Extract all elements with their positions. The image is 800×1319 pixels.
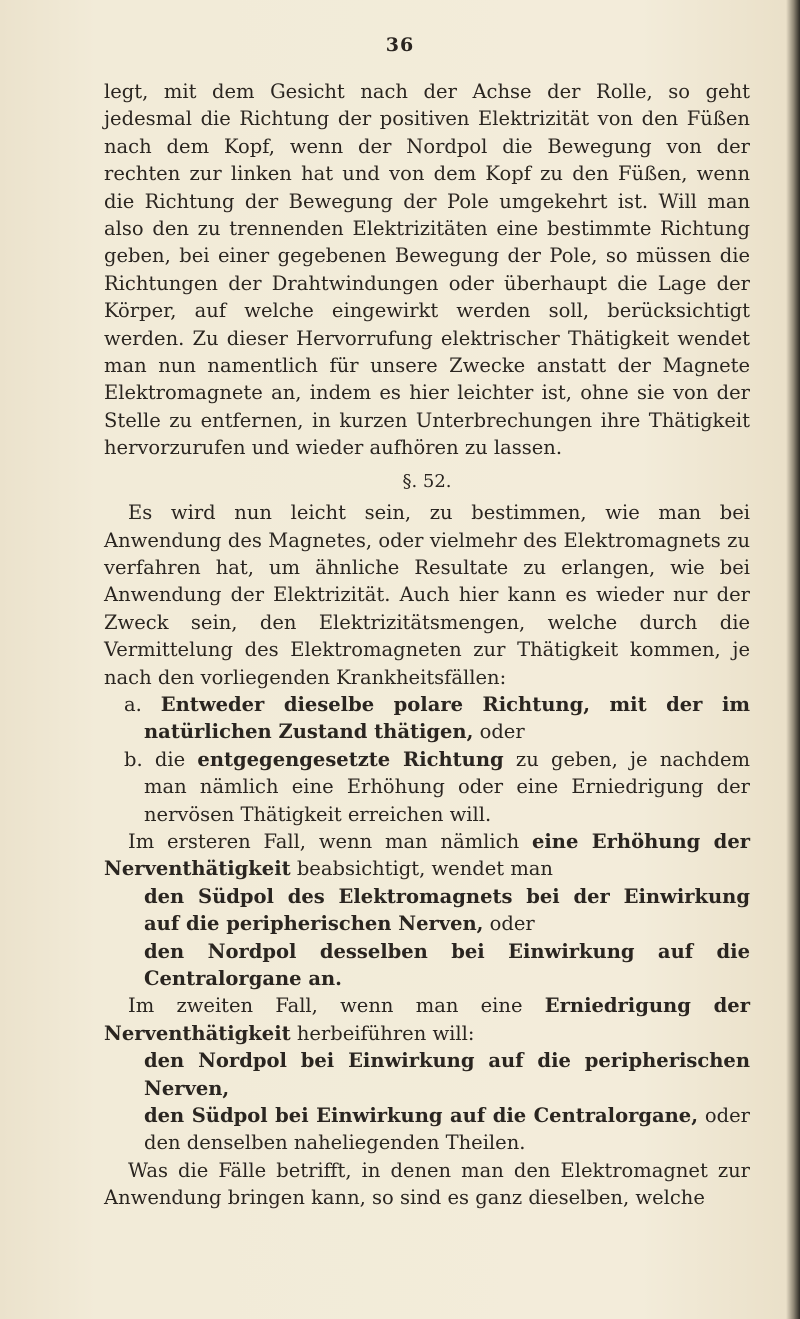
item-b-bold-text: entgegengesetzte Richtung [197,747,504,771]
item-b-marker: b. [124,747,143,771]
item-a-bold-text: Entweder dieselbe polare Richtung, mit der im natürlichen Zustand thätigen, [144,692,750,744]
list-item-b [104,746,750,828]
page-number: 36 [385,34,415,56]
page-text [104,78,750,1212]
p4-mid: herbeiführen will: [290,1021,475,1045]
p4-line-2: den Südpol bei Einwirkung auf die Centralorgane, [144,1104,698,1128]
p3-pre: Im ersteren Fall, wenn man nämlich [128,829,532,853]
p4-pre: Im zweiten Fall, wenn man eine [128,994,545,1018]
paragraph-4-line-2 [104,1102,750,1157]
paragraph-1: legt, mit dem Gesicht nach der Achse der Rolle, so geht jedesmal die Richtung der positiven Elektrizität von den Füßen nach dem Kopf, wenn der Nordpol die Bewegung von der rechten zur linken hat und von dem Kopf zu den Füßen, wenn die Richtung der Bewegung der Pole umgekehrt ist. Will man also den zu trennenden Elektrizitäten eine bestimmte Richtung geben, bei einer gegebenen Bewegung der Pole, so müssen die Richtungen der Drahtwindungen oder überhaupt die Lage der Körper, auf welche eingewirkt werden soll, berücksichtigt werden. Zu dieser Hervorrufung elektrischer Thätigkeit wendet man nun namentlich für unsere Zwecke anstatt der Magnete Elektromagnete an, indem es hier leichter ist, ohne sie von der Stelle zu entfernen, in kurzen Unterbrechungen ihre Thätigkeit hervorzurufen und wieder aufhören zu lassen. [104,80,750,460]
paragraph-3-line-1 [104,883,750,938]
p3-line-1-rest: oder [483,912,535,936]
item-a-rest: oder [473,720,525,744]
paragraph-3-line-2: den Nordpol desselben bei Einwirkung auf die Centralorgane an. [144,939,750,990]
paragraph-4-line-1: den Nordpol bei Einwirkung auf die peripherischen Nerven, [144,1049,750,1100]
p3-line-1: den Südpol des Elektromagnets bei der Einwirkung auf die peripherischen Nerven, [144,884,750,936]
section-heading: §. 52. [402,470,452,492]
paragraph-3 [104,828,750,883]
item-a-marker: a. [124,692,142,716]
paragraph-4 [104,992,750,1047]
list-item-a [104,691,750,746]
p3-bold-1: eine Erhöhung der Nerventhätigkeit [104,829,750,881]
item-b-pre: die [154,747,198,771]
paragraph-2: Es wird nun leicht sein, zu bestimmen, wie man bei Anwendung des Magnetes, oder vielmehr des Elektromagnets zu verfahren hat, um ähnliche Resultate zu erlangen, wie bei Anwendung der Elektrizität. Auch hier kann es wieder nur der Zweck sein, den Elektrizitätsmengen, welche durch die Vermittelung des Elektromagneten zur Thätigkeit kommen, je nach den vorliegenden Krankheitsfällen: [104,501,750,689]
p3-mid: beabsichtigt, wendet man [290,857,553,881]
page-edge-shadow [786,0,800,1319]
p4-bold-1: Erniedrigung der Nerventhätigkeit [104,994,750,1045]
p4-line-2-rest: oder den denselben naheliegenden Theilen. [144,1104,750,1155]
item-b-rest: zu geben, je nachdem man nämlich eine Erhöhung oder eine Erniedrigung der nervösen Thätigkeit erreichen will. [144,747,750,826]
paragraph-5: Was die Fälle betrifft, in denen man den Elektromagnet zur Anwendung bringen kann, so sind es ganz dieselben, welche [104,1158,750,1210]
